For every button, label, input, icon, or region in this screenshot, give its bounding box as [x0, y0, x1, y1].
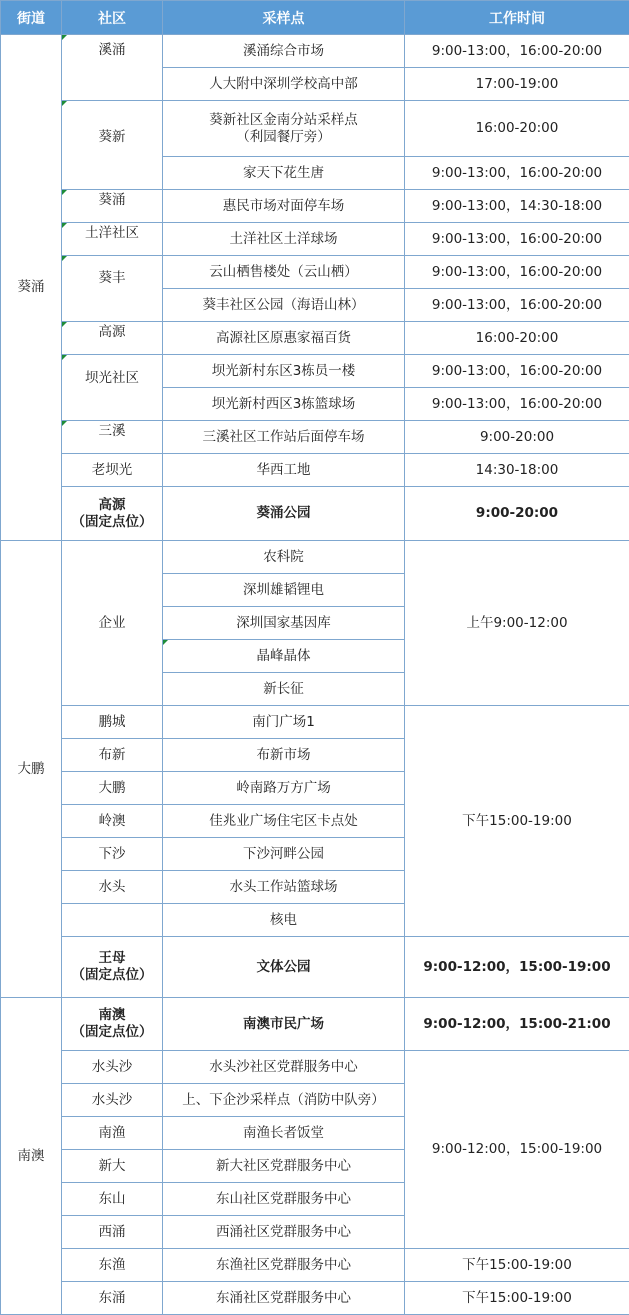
site-cell: 农科院 — [163, 541, 405, 574]
site-cell: 土洋社区土洋球场 — [163, 223, 405, 256]
site-cell: 坝光新村西区3栋篮球场 — [163, 388, 405, 421]
site-cell: 云山栖售楼处（云山栖） — [163, 256, 405, 289]
table-row — [1, 355, 629, 388]
hours-cell: 下午15:00-19:00 — [405, 1249, 629, 1282]
community-line-1: 南澳 — [64, 1007, 160, 1024]
community-cell — [62, 937, 163, 998]
table-row — [1, 1249, 629, 1282]
site-cell: 葵涌公园 — [163, 487, 405, 541]
community-cell: 土洋社区 — [62, 223, 163, 256]
site-cell: 新大社区党群服务中心 — [163, 1150, 405, 1183]
table-row — [1, 256, 629, 289]
community-cell — [62, 487, 163, 541]
community-cell: 南渔 — [62, 1117, 163, 1150]
site-cell: 家天下花生唐 — [163, 157, 405, 190]
site-cell: 核电 — [163, 904, 405, 937]
community-cell: 水头 — [62, 871, 163, 904]
street-cell: 葵涌 — [1, 35, 62, 541]
site-cell: 水头工作站篮球场 — [163, 871, 405, 904]
community-cell: 水头沙 — [62, 1084, 163, 1117]
table-row — [1, 706, 629, 739]
street-cell: 大鹏 — [1, 541, 62, 998]
hours-cell: 下午15:00-19:00 — [405, 1282, 629, 1315]
site-cell: 文体公园 — [163, 937, 405, 998]
table-row — [1, 1282, 629, 1315]
community-cell: 东山 — [62, 1183, 163, 1216]
community-cell: 东涌 — [62, 1282, 163, 1315]
hours-cell: 9:00-20:00 — [405, 421, 629, 454]
site-cell: 人大附中深圳学校高中部 — [163, 68, 405, 101]
site-cell: 惠民市场对面停车场 — [163, 190, 405, 223]
table-row — [1, 35, 629, 68]
hours-cell: 9:00-13:00，16:00-20:00 — [405, 256, 629, 289]
table-row — [1, 101, 629, 157]
hours-cell: 上午9:00-12:00 — [405, 541, 629, 706]
site-cell: 南澳市民广场 — [163, 998, 405, 1051]
community-cell: 下沙 — [62, 838, 163, 871]
community-cell: 老坝光 — [62, 454, 163, 487]
community-cell: 鹏城 — [62, 706, 163, 739]
site-cell: 坝光新村东区3栋员一楼 — [163, 355, 405, 388]
hours-cell: 9:00-13:00，16:00-20:00 — [405, 355, 629, 388]
hours-cell: 16:00-20:00 — [405, 101, 629, 157]
site-cell: 岭南路万方广场 — [163, 772, 405, 805]
site-cell: 溪涌综合市场 — [163, 35, 405, 68]
community-cell: 大鹏 — [62, 772, 163, 805]
community-cell: 三溪 — [62, 421, 163, 454]
street-cell: 南澳 — [1, 998, 62, 1315]
hours-cell: 9:00-12:00，15:00-19:00 — [405, 937, 629, 998]
header-street: 街道 — [1, 1, 62, 35]
community-cell: 企业 — [62, 541, 163, 706]
header-hours: 工作时间 — [405, 1, 629, 35]
hours-cell: 9:00-13:00，16:00-20:00 — [405, 35, 629, 68]
site-cell: 高源社区原惠家福百货 — [163, 322, 405, 355]
hours-cell: 9:00-13:00，16:00-20:00 — [405, 289, 629, 322]
community-cell: 西涌 — [62, 1216, 163, 1249]
site-cell: 新长征 — [163, 673, 405, 706]
table-row — [1, 1051, 629, 1084]
site-cell: 东山社区党群服务中心 — [163, 1183, 405, 1216]
community-line-2: （固定点位） — [64, 514, 160, 531]
hours-cell: 14:30-18:00 — [405, 454, 629, 487]
hours-cell: 9:00-13:00，16:00-20:00 — [405, 388, 629, 421]
site-cell: 华西工地 — [163, 454, 405, 487]
table-row — [1, 421, 629, 454]
community-cell: 新大 — [62, 1150, 163, 1183]
site-cell: 南门广场1 — [163, 706, 405, 739]
site-cell: 佳兆业广场住宅区卡点处 — [163, 805, 405, 838]
hours-cell: 9:00-12:00，15:00-19:00 — [405, 1051, 629, 1249]
hours-cell: 9:00-20:00 — [405, 487, 629, 541]
table-row — [1, 541, 629, 574]
community-cell: 葵丰 — [62, 256, 163, 322]
table-row — [1, 322, 629, 355]
community-cell: 坝光社区 — [62, 355, 163, 421]
table-row — [1, 487, 629, 541]
site-cell: 下沙河畔公园 — [163, 838, 405, 871]
header-site: 采样点 — [163, 1, 405, 35]
site-cell: 深圳雄韬锂电 — [163, 574, 405, 607]
community-cell: 溪涌 — [62, 35, 163, 101]
community-cell — [62, 904, 163, 937]
community-cell — [62, 998, 163, 1051]
hours-cell: 9:00-13:00，16:00-20:00 — [405, 223, 629, 256]
community-cell: 岭澳 — [62, 805, 163, 838]
community-cell: 葵新 — [62, 101, 163, 190]
site-line-1: 葵新社区金南分站采样点 — [165, 112, 402, 129]
hours-cell: 9:00-13:00，16:00-20:00 — [405, 157, 629, 190]
table-row — [1, 998, 629, 1051]
site-cell: 水头沙社区党群服务中心 — [163, 1051, 405, 1084]
site-cell: 东涌社区党群服务中心 — [163, 1282, 405, 1315]
table-row — [1, 223, 629, 256]
community-cell: 东渔 — [62, 1249, 163, 1282]
site-line-2: （利园餐厅旁） — [165, 129, 402, 146]
hours-cell: 下午15:00-19:00 — [405, 706, 629, 937]
table-row — [1, 190, 629, 223]
hours-cell: 9:00-13:00，14:30-18:00 — [405, 190, 629, 223]
site-cell: 晶峰晶体 — [163, 640, 405, 673]
hours-cell: 17:00-19:00 — [405, 68, 629, 101]
site-cell: 三溪社区工作站后面停车场 — [163, 421, 405, 454]
site-cell: 深圳国家基因库 — [163, 607, 405, 640]
community-cell: 葵涌 — [62, 190, 163, 223]
header-community: 社区 — [62, 1, 163, 35]
hours-cell: 9:00-12:00，15:00-21:00 — [405, 998, 629, 1051]
site-cell — [163, 101, 405, 157]
site-cell: 西涌社区党群服务中心 — [163, 1216, 405, 1249]
site-cell: 上、下企沙采样点（消防中队旁） — [163, 1084, 405, 1117]
community-line-2: （固定点位） — [64, 1024, 160, 1041]
community-cell: 水头沙 — [62, 1051, 163, 1084]
community-line-1: 王母 — [64, 950, 160, 967]
community-line-2: （固定点位） — [64, 967, 160, 984]
community-line-1: 高源 — [64, 497, 160, 514]
site-cell: 葵丰社区公园（海语山林） — [163, 289, 405, 322]
community-cell: 高源 — [62, 322, 163, 355]
table-row — [1, 937, 629, 998]
site-cell: 布新市场 — [163, 739, 405, 772]
table-row — [1, 454, 629, 487]
hours-cell: 16:00-20:00 — [405, 322, 629, 355]
header-row — [1, 1, 629, 35]
community-cell: 布新 — [62, 739, 163, 772]
site-cell: 南渔长者饭堂 — [163, 1117, 405, 1150]
site-cell: 东渔社区党群服务中心 — [163, 1249, 405, 1282]
